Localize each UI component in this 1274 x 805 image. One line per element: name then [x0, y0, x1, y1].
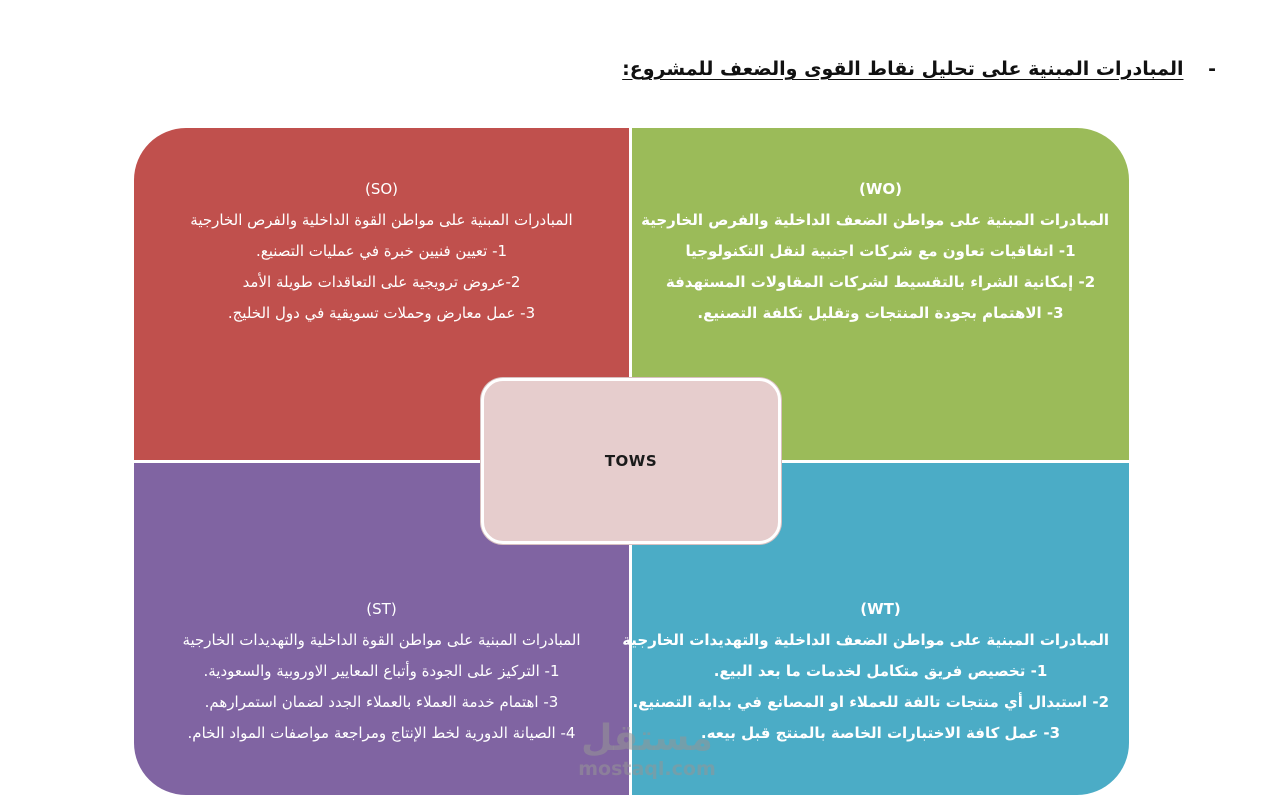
quadrant-wt-label: (WT): [860, 600, 901, 618]
quadrant-st-item: 1- التركيز على الجودة وأتباع المعايير الاوروبية والسعودية.: [203, 662, 560, 680]
quadrant-so-item: 3- عمل معارض وحملات تسويقية في دول الخليج.: [227, 304, 536, 322]
quadrant-so-item: 2-عروض ترويجية على التعاقدات طويلة الأمد: [242, 273, 521, 291]
watermark-arabic: مستقل: [581, 718, 713, 759]
quadrant-st-subtitle: المبادرات المبنية على مواطن القوة الداخلية والتهديدات الخارجية: [182, 631, 581, 649]
quadrant-wo-item: 2- إمكانية الشراء بالتقسيط لشركات المقاولات المستهدفة: [665, 273, 1096, 291]
section-heading: [622, 58, 1216, 80]
quadrant-st-content: [154, 594, 609, 749]
quadrant-so-content: [154, 174, 609, 329]
heading-bullet: -: [1208, 58, 1216, 80]
quadrant-wo-content: [641, 174, 1109, 329]
watermark-latin: mostaql.com: [578, 758, 716, 780]
quadrant-st-item: 4- الصيانة الدورية لخط الإنتاج ومراجعة مواصفات المواد الخام.: [187, 724, 576, 742]
quadrant-wo-label: (WO): [858, 180, 902, 198]
quadrant-wt-item: 3- عمل كافة الاختبارات الخاصة بالمنتج قبل بيعه.: [700, 724, 1061, 742]
quadrant-wt-subtitle: المبادرات المبنية على مواطن الضعف الداخلية والتهديدات الخارجية: [622, 631, 1109, 649]
tows-label: TOWS: [604, 452, 658, 470]
quadrant-st-label: (ST): [366, 600, 397, 618]
heading-title: المبادرات المبنية على تحليل نقاط القوى والضعف للمشروع:: [622, 58, 1184, 80]
quadrant-wt-item: 1- تخصيص فريق متكامل لخدمات ما بعد البيع.: [713, 662, 1048, 680]
quadrant-so-subtitle: المبادرات المبنية على مواطن القوة الداخلية والفرص الخارجية: [190, 211, 573, 229]
quadrant-so-item: 1- تعيين فنيين خبرة في عمليات التصنيع.: [255, 242, 508, 260]
quadrant-st-item: 3- اهتمام خدمة العملاء بالعملاء الجدد لضمان استمرارهم.: [204, 693, 559, 711]
quadrant-so-label: (SO): [364, 180, 399, 198]
quadrant-wo-item: 1- اتفاقيات تعاون مع شركات اجنبية لنقل التكنولوجيا: [685, 242, 1076, 260]
quadrant-wo-item: 3- الاهتمام بجودة المنتجات وتقليل تكلفة التصنيع.: [697, 304, 1064, 322]
quadrant-wt-item: 2- استبدال أي منتجات تالفة للعملاء او المصانع في بداية التصنيع.: [632, 693, 1109, 711]
tows-center-box: [481, 378, 781, 544]
quadrant-wo-subtitle: المبادرات المبنية على مواطن الضعف الداخلية والفرص الخارجية: [641, 211, 1109, 229]
